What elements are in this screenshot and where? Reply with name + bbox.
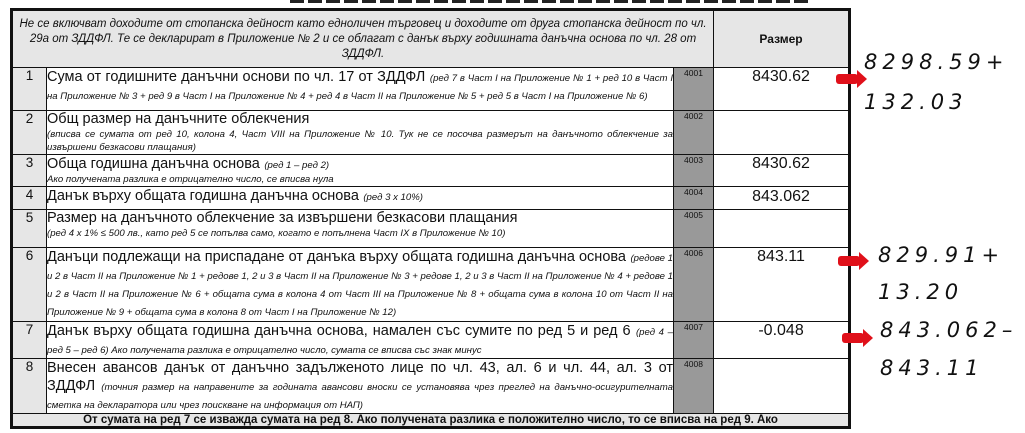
table-row (12, 210, 850, 248)
table-row (12, 359, 850, 414)
tax-form-table (10, 8, 851, 429)
handwritten-note: 843.062– (880, 318, 1018, 342)
handwritten-note: 13.20 (878, 280, 964, 304)
row-code: 4003 (674, 155, 714, 187)
row-title: Сума от годишните данъчни основи по чл. 17 от ЗДДФЛ (47, 69, 426, 85)
handwritten-note: 132.03 (864, 90, 968, 114)
table-row (12, 187, 850, 210)
table-row (12, 322, 850, 359)
red-arrow-icon (842, 333, 864, 343)
row-value[interactable]: 8430.62 (714, 155, 850, 187)
row-code: 4006 (674, 248, 714, 322)
row-hint: (ред 1 – ред 2) (264, 160, 330, 171)
cut-off-section-title (290, 0, 810, 3)
row-value[interactable]: 8430.62 (714, 68, 850, 111)
footer-row (12, 414, 850, 428)
handwritten-note: 8298.59+ (864, 50, 1009, 74)
handwritten-note: 829.91+ (878, 243, 1005, 267)
table-row (12, 68, 850, 111)
table-row (12, 248, 850, 322)
footer-instruction: От сумата на ред 7 се изважда сумата на ред 8. Ако получената разлика е положително число, то се вписва на ред 9. Ако (12, 414, 850, 428)
row-title: Данък върху общата годишна данъчна основа (47, 188, 359, 204)
size-column-header: Размер (714, 10, 850, 68)
row-value[interactable]: 843.062 (714, 187, 850, 210)
row-hint: (ред 3 x 10%) (363, 192, 423, 203)
row-hint: (точния размер на направените за годината авансови вноски се установява чрез преглед на данъчно-осигурителната сметка на декларатора или чрез поискване на информация от НАП) (47, 382, 673, 411)
row-hint: (ред 7 в Част I на Приложение № 1 + ред 10 в Част I на Приложение № 3 + ред 9 в Част I на Приложение № 4 + ред 4 в Част II на Приложение № 5 + ред 5 в Част I на Приложение № 6) (47, 73, 673, 102)
row-hint: (вписва се сумата от ред 10, колона 4, Част VIII на Приложение № 10. Тук не се посочва размерът на данъчното облекчение за извършени безкасови плащания) (47, 129, 673, 153)
row-title: Внесен авансов данък от данъчно задълженото лице по чл. 43, ал. 6 и чл. 44, ал. 3 от ЗДДФЛ (47, 360, 673, 394)
row-title: Общ размер на данъчните облекчения (47, 111, 310, 127)
row-number: 6 (12, 248, 47, 322)
row-title: Размер на данъчното облекчение за извършени безкасови плащания (47, 210, 518, 226)
table-row (12, 111, 850, 155)
handwritten-note: 843.11 (880, 356, 984, 380)
row-number: 2 (12, 111, 47, 155)
row-title: Данък върху общата годишна данъчна основа, намален със сумите по ред 5 и ред 6 (47, 323, 631, 339)
row-code: 4007 (674, 322, 714, 359)
row-code: 4001 (674, 68, 714, 111)
row-number: 1 (12, 68, 47, 111)
header-note: Не се включват доходите от стопанска дейност като едноличен търговец и доходите от друга стопанска дейност по чл. 29а от ЗДДФЛ. Те се декларират в Приложение № 2 и се облагат с данък върху годишната данъчна основа по чл. 28 от ЗДДФЛ. (12, 10, 714, 68)
row-number: 5 (12, 210, 47, 248)
row-number: 4 (12, 187, 47, 210)
row-value[interactable]: 843.11 (714, 248, 850, 322)
row-value[interactable] (714, 111, 850, 155)
red-arrow-icon (838, 256, 860, 266)
row-code: 4002 (674, 111, 714, 155)
row-value[interactable] (714, 359, 850, 414)
row-hint: (ред 4 x 1% ≤ 500 лв., като ред 5 се попълва само, когато е попълнена Част IX в Приложение № 10) (47, 228, 506, 239)
row-title: Данъци подлежащи на приспадане от данъка върху общата годишна данъчна основа (47, 249, 626, 265)
row-title: Обща годишна данъчна основа (47, 156, 260, 172)
red-arrow-icon (836, 74, 858, 84)
table-row (12, 155, 850, 187)
row-number: 7 (12, 322, 47, 359)
row-hint: (редове 1 и 2 в Част II на Приложение № 1 + редове 1, 2 и 3 в Част II на Приложение № 3 + редове 1, 2 и 3 в Част II на Приложение № 4 + редове 1 и 2 в Част II на Приложение № 6 + общата сума в колона 4 от Част III на Приложение № 8 + общата сума в колона 10 от Част II на Приложение № 9 + общата сума в колона 8 от Част I на Приложение № 12) (47, 253, 674, 318)
row-hint-2: Ако получената разлика е отрицателно число, се вписва нула (47, 174, 334, 185)
row-code: 4004 (674, 187, 714, 210)
row-hint: (ред 4 – ред 5 – ред 6) Ако получената разлика е отрицателно число, сумата се вписва със знак минус (47, 327, 673, 356)
row-code: 4005 (674, 210, 714, 248)
row-number: 3 (12, 155, 47, 187)
row-value[interactable]: -0.048 (714, 322, 850, 359)
row-code: 4008 (674, 359, 714, 414)
row-number: 8 (12, 359, 47, 414)
row-value[interactable] (714, 210, 850, 248)
header-row (12, 10, 850, 68)
